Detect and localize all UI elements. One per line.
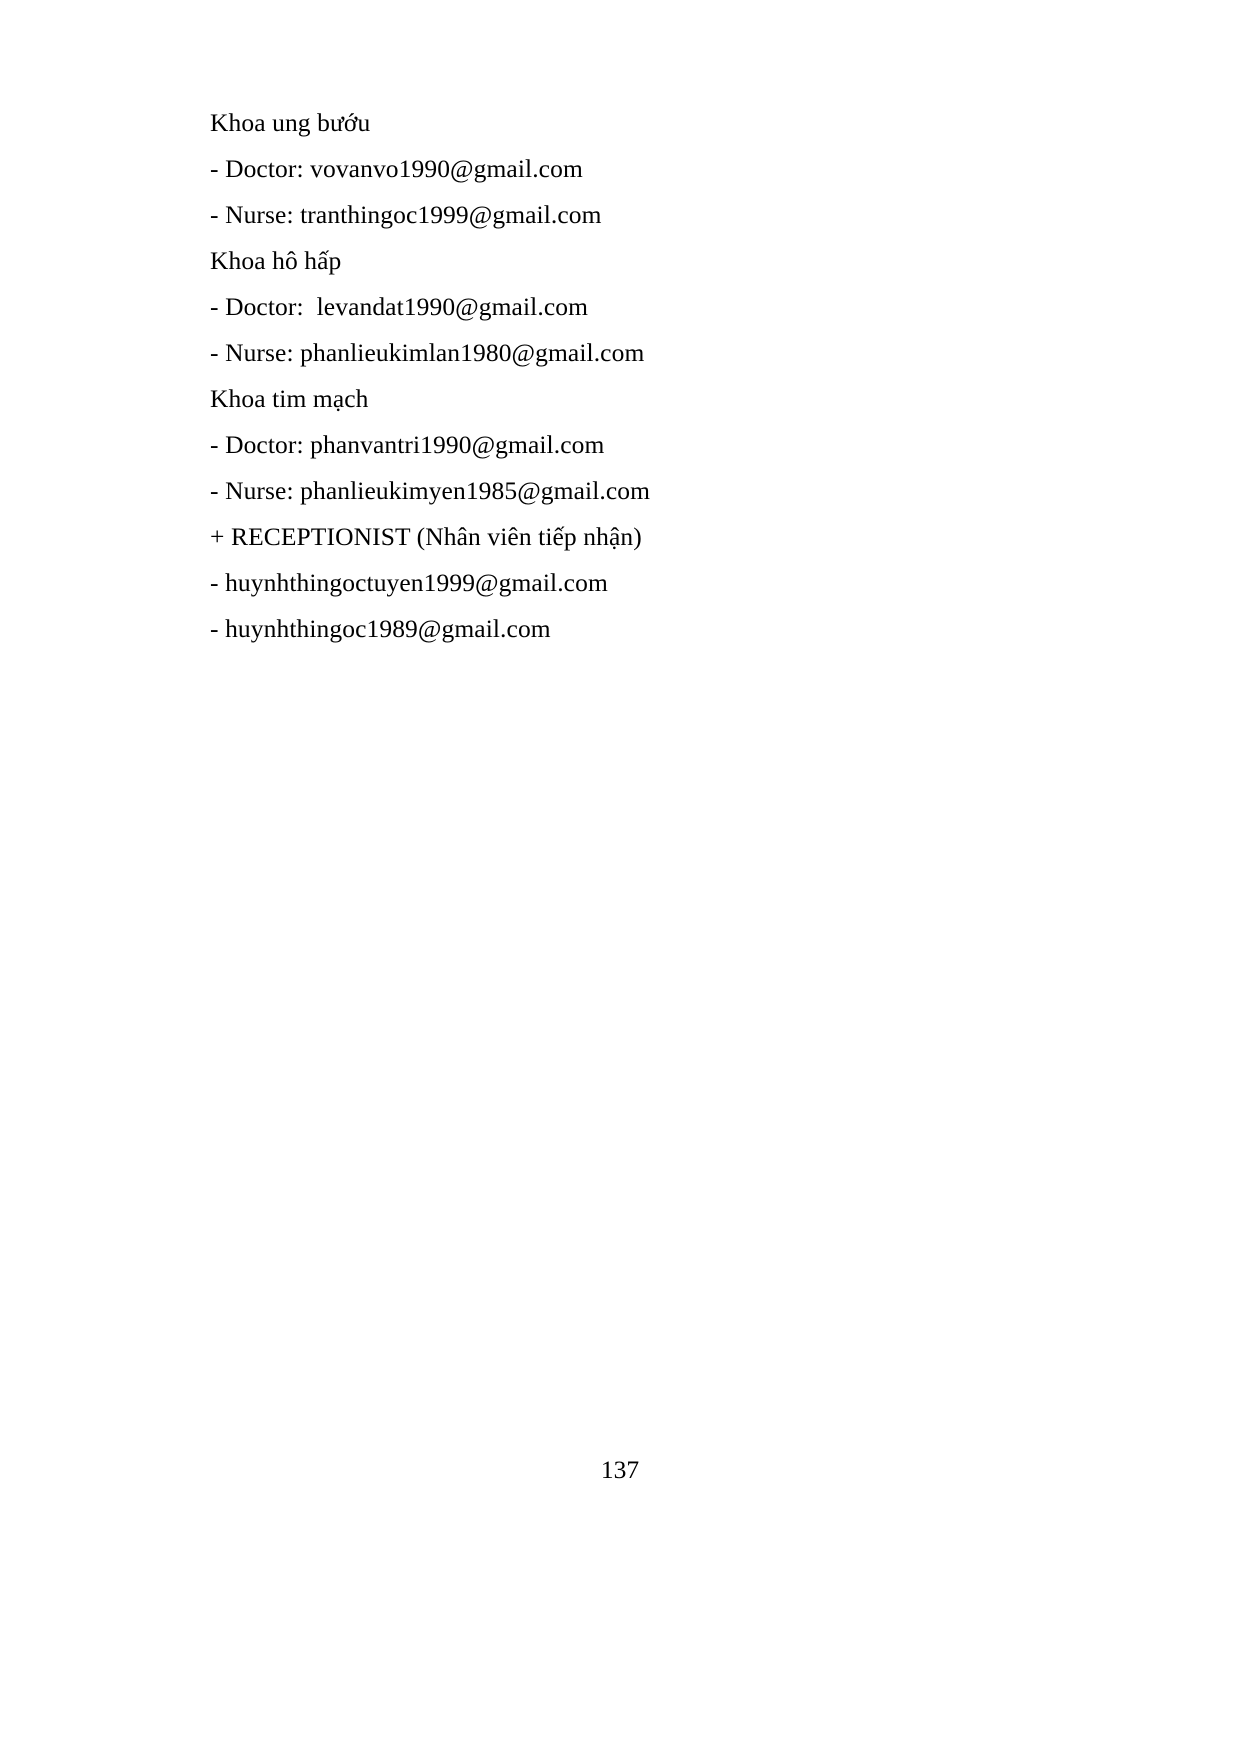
text-line: Khoa hô hấp (210, 246, 342, 275)
text-line: - huynhthingoc1989@gmail.com (210, 614, 551, 643)
document-body (210, 100, 1070, 652)
text-line: - Nurse: phanlieukimyen1985@gmail.com (210, 476, 651, 505)
text-line: Khoa ung bướu (210, 108, 371, 137)
text-line: - Nurse: phanlieukimlan1980@gmail.com (210, 338, 645, 367)
text-line: - Doctor: phanvantri1990@gmail.com (210, 430, 605, 459)
text-line: Khoa tim mạch (210, 384, 369, 413)
text-line: - Doctor: vovanvo1990@gmail.com (210, 154, 583, 183)
text-line: - Doctor: levandat1990@gmail.com (210, 292, 589, 321)
text-line: - Nurse: tranthingoc1999@gmail.com (210, 200, 602, 229)
page-number: 137 (600, 1455, 640, 1484)
text-line: + RECEPTIONIST (Nhân viên tiếp nhận) (210, 522, 642, 551)
text-line: - huynhthingoctuyen1999@gmail.com (210, 568, 608, 597)
